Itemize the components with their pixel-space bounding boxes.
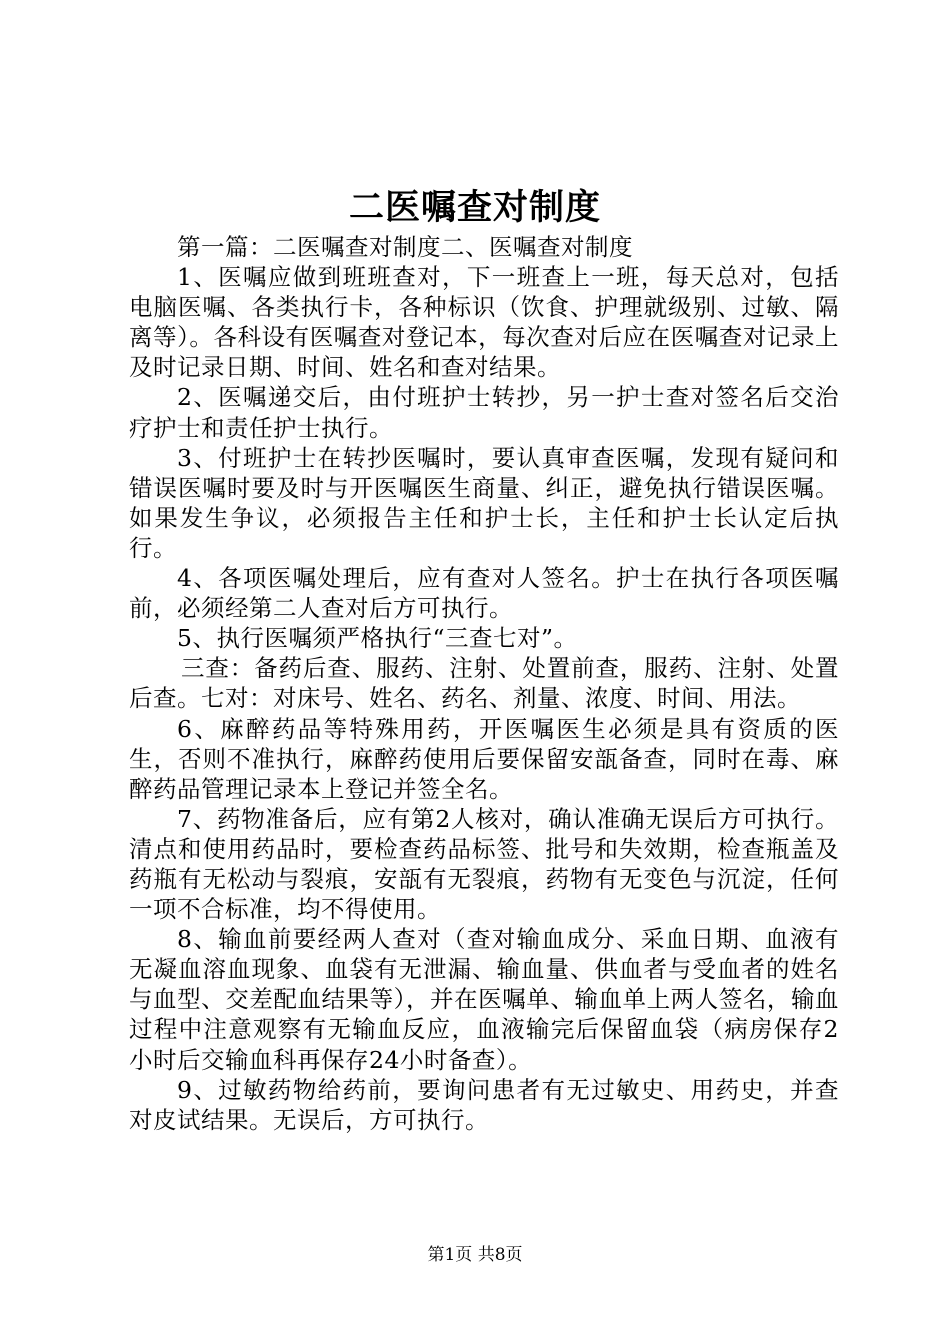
paragraph: 9、过敏药物给药前，要询问患者有无过敏史、用药史，并查对皮试结果。无误后，方可执行。	[129, 1075, 839, 1134]
document-title: 二医嘱查对制度	[348, 187, 601, 228]
paragraph-heading: 第一篇：二医嘱查对制度二、医嘱查对制度	[177, 233, 633, 261]
paragraph: 2、医嘱递交后，由付班护士转抄，另一护士查对签名后交治疗护士和责任护士执行。	[129, 383, 839, 442]
paragraph: 4、各项医嘱处理后，应有查对人签名。护士在执行各项医嘱前，必须经第二人查对后方可执行。	[129, 564, 839, 623]
page-number-footer: 第1页 共8页	[427, 1245, 523, 1265]
paragraph: 5、执行医嘱须严格执行“三查七对”。	[177, 624, 578, 653]
document-body	[129, 232, 839, 1135]
paragraph: 6、麻醉药品等特殊用药，开医嘱医生必须是具有资质的医生，否则不准执行，麻醉药使用后要保留安瓿备查，同时在毒、麻醉药品管理记录本上登记并签全名。	[129, 714, 839, 803]
paragraph: 3、付班护士在转抄医嘱时，要认真审查医嘱，发现有疑问和错误医嘱时要及时与开医嘱医生商量、纠正，避免执行错误医嘱。如果发生争议，必须报告主任和护士长，主任和护士长认定后执行。	[129, 443, 839, 562]
paragraph: 1、医嘱应做到班班查对，下一班查上一班，每天总对，包括电脑医嘱、各类执行卡，各种标识（饮食、护理就级别、过敏、隔离等）。各科设有医嘱查对登记本，每次查对后应在医嘱查对记录上及时记录日期、时间、姓名和查对结果。	[129, 263, 839, 382]
paragraph: 7、药物准备后，应有第2人核对，确认准确无误后方可执行。清点和使用药品时，要检查药品标签、批号和失效期，检查瓶盖及药瓶有无松动与裂痕，安瓿有无裂痕，药物有无变色与沉淀，任何一项不合标准，均不得使用。	[129, 804, 839, 924]
paragraph: 8、输血前要经两人查对（查对输血成分、采血日期、血液有无凝血溶血现象、血袋有无泄漏、输血量、供血者与受血者的姓名与血型、交差配血结果等），并在医嘱单、输血单上两人签名，输血过程中注意观察有无输血反应，血液输完后保留血袋（病房保存2小时后交输血科再保存24小时备查）。	[129, 925, 839, 1074]
paragraph: 三查：备药后查、服药、注射、处置前查，服药、注射、处置后查。七对：对床号、姓名、药名、剂量、浓度、时间、用法。	[129, 654, 839, 713]
